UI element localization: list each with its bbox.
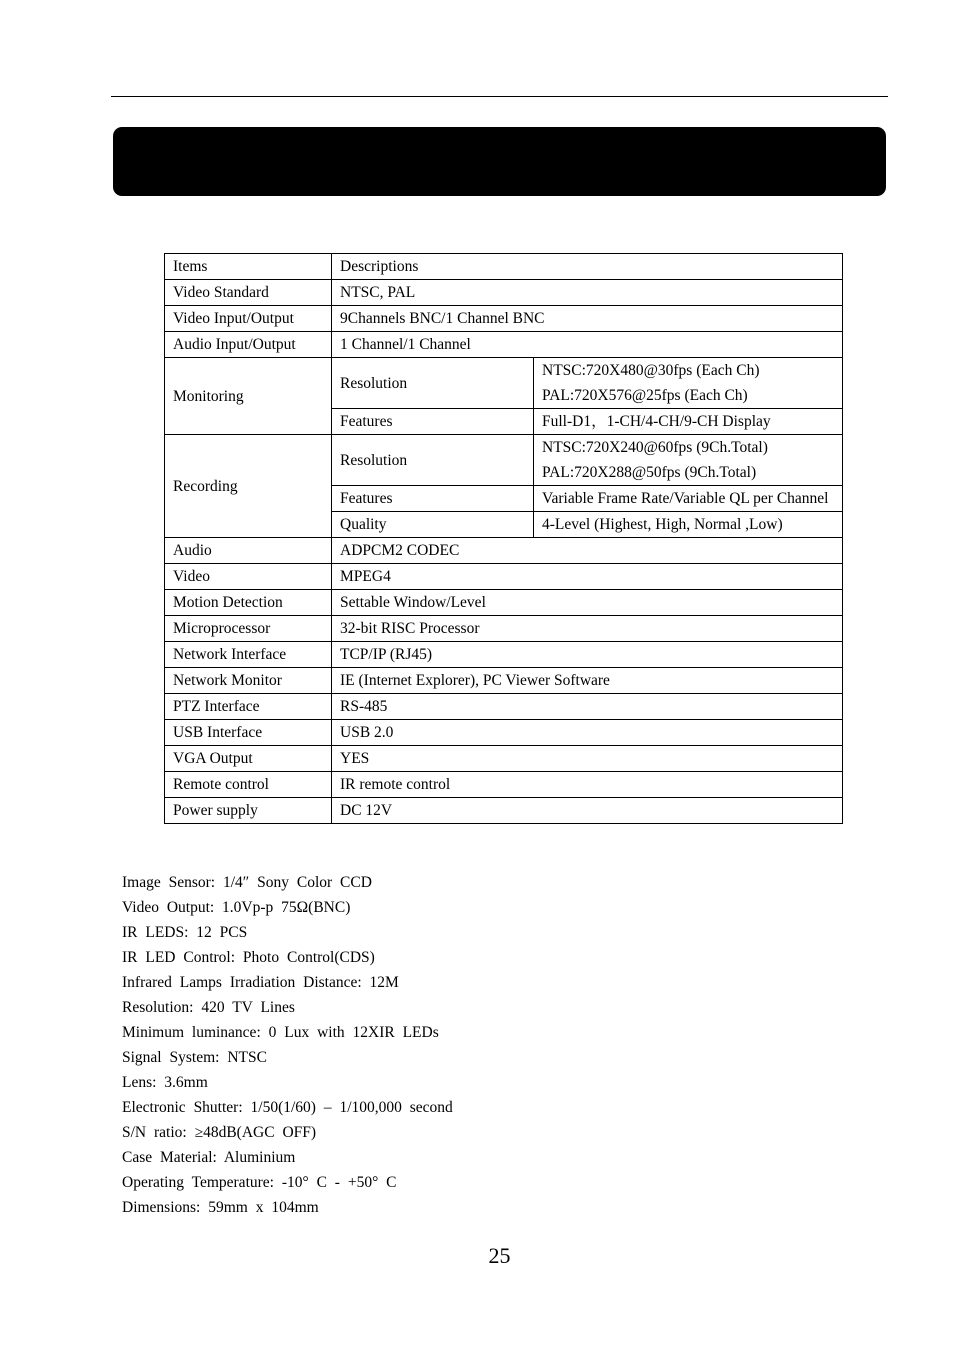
row-item: Network Interface: [165, 642, 332, 668]
spec-line: Lens: 3.6mm: [122, 1074, 208, 1091]
header-items: Items: [165, 254, 332, 280]
row-item: Motion Detection: [165, 590, 332, 616]
row-item: Video Standard: [165, 280, 332, 306]
recording-resolution-value: [534, 435, 843, 486]
table-row: [165, 772, 843, 798]
row-value: TCP/IP (RJ45): [332, 642, 843, 668]
monitoring-resolution-value: [534, 358, 843, 409]
recording-quality-label: Quality: [332, 512, 534, 538]
monitoring-resolution-ntsc: NTSC:720X480@30fps (Each Ch): [542, 362, 760, 379]
table-header-row: [165, 254, 843, 280]
row-value: Settable Window/Level: [332, 590, 843, 616]
monitoring-features-value: Full-D1，1-CH/4-CH/9-CH Display: [534, 409, 843, 435]
table-row: [165, 642, 843, 668]
row-value: 1 Channel/1 Channel: [332, 332, 843, 358]
recording-resolution-ntsc: NTSC:720X240@60fps (9Ch.Total): [542, 439, 768, 456]
recording-resolution-row: [165, 435, 843, 486]
table-row: [165, 746, 843, 772]
spec-line: S/N ratio: ≥48dB(AGC OFF): [122, 1124, 317, 1141]
row-item: Audio: [165, 538, 332, 564]
row-value: 9Channels BNC/1 Channel BNC: [332, 306, 843, 332]
section-title-bar: [113, 127, 886, 196]
row-item: Video: [165, 564, 332, 590]
table-row: [165, 668, 843, 694]
row-item: Network Monitor: [165, 668, 332, 694]
header-descriptions: Descriptions: [332, 254, 843, 280]
table-row: [165, 616, 843, 642]
row-value: RS-485: [332, 694, 843, 720]
row-value: YES: [332, 746, 843, 772]
recording-label: Recording: [165, 435, 332, 538]
table-row: [165, 538, 843, 564]
specification-table: [164, 253, 843, 824]
row-value: DC 12V: [332, 798, 843, 824]
row-item: Power supply: [165, 798, 332, 824]
spec-line: Case Material: Aluminium: [122, 1149, 296, 1166]
page-number: 25: [488, 1243, 511, 1268]
table-row: [165, 332, 843, 358]
monitoring-resolution-label: Resolution: [332, 358, 534, 409]
spec-line: Operating Temperature: -10° C - +50° C: [122, 1174, 397, 1191]
spec-line: Resolution: 420 TV Lines: [122, 999, 295, 1016]
spec-line: Image Sensor: 1/4″ Sony Color CCD: [122, 874, 372, 891]
spec-line: Minimum luminance: 0 Lux with 12XIR LEDs: [122, 1024, 439, 1041]
table-row: [165, 798, 843, 824]
header-rule: [111, 96, 888, 97]
table-row: [165, 694, 843, 720]
row-value: IR remote control: [332, 772, 843, 798]
spec-line: Video Output: 1.0Vp-p 75Ω(BNC): [122, 899, 351, 916]
spec-line: Signal System: NTSC: [122, 1049, 267, 1066]
row-value: MPEG4: [332, 564, 843, 590]
table-row: [165, 280, 843, 306]
row-value: ADPCM2 CODEC: [332, 538, 843, 564]
spec-line: Infrared Lamps Irradiation Distance: 12M: [122, 974, 399, 991]
monitoring-features-label: Features: [332, 409, 534, 435]
spec-line: Dimensions: 59mm x 104mm: [122, 1199, 319, 1216]
recording-features-value: Variable Frame Rate/Variable QL per Channel: [534, 486, 843, 512]
row-item: PTZ Interface: [165, 694, 332, 720]
monitoring-resolution-row: [165, 358, 843, 409]
table-row: [165, 720, 843, 746]
camera-spec-list: [122, 870, 453, 1220]
row-item: VGA Output: [165, 746, 332, 772]
monitoring-label: Monitoring: [165, 358, 332, 435]
recording-resolution-pal: PAL:720X288@50fps (9Ch.Total): [542, 464, 757, 481]
row-item: Video Input/Output: [165, 306, 332, 332]
row-value: USB 2.0: [332, 720, 843, 746]
monitoring-resolution-pal: PAL:720X576@25fps (Each Ch): [542, 387, 748, 404]
row-item: Remote control: [165, 772, 332, 798]
recording-quality-value: 4-Level (Highest, High, Normal ,Low): [534, 512, 843, 538]
row-item: Microprocessor: [165, 616, 332, 642]
spec-line: IR LED Control: Photo Control(CDS): [122, 949, 375, 966]
table-row: [165, 306, 843, 332]
row-item: Audio Input/Output: [165, 332, 332, 358]
spec-line: Electronic Shutter: 1/50(1/60) – 1/100,000 second: [122, 1099, 453, 1116]
row-value: NTSC, PAL: [332, 280, 843, 306]
row-item: USB Interface: [165, 720, 332, 746]
spec-line: IR LEDS: 12 PCS: [122, 924, 248, 941]
recording-features-label: Features: [332, 486, 534, 512]
table-row: [165, 564, 843, 590]
recording-resolution-label: Resolution: [332, 435, 534, 486]
row-value: 32-bit RISC Processor: [332, 616, 843, 642]
row-value: IE (Internet Explorer), PC Viewer Software: [332, 668, 843, 694]
table-row: [165, 590, 843, 616]
